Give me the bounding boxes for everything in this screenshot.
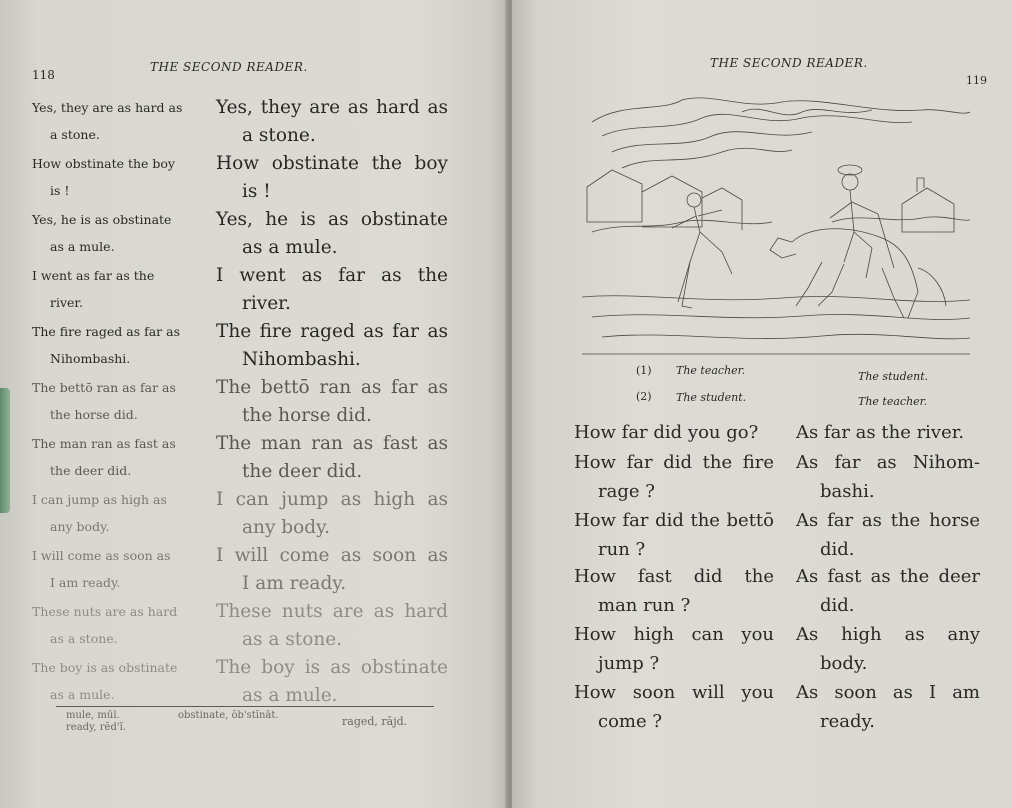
sentence-line: The fire raged as far as [216,321,448,342]
sentence-line: I am ready. [50,575,121,590]
question-line: jump ? [598,653,660,674]
small-print-sentence [32,318,202,372]
sentence-line: any body. [50,519,110,534]
footnote-obstinate: obstinate, ŏb'stĭnāt. [178,710,279,721]
small-print-sentence [32,486,202,540]
sentence-line: the deer did. [50,463,132,478]
caption-number: (2) [636,390,652,403]
caption-right: The student. [858,370,929,383]
large-print-sentence [216,94,448,150]
sentence-line: as a mule. [50,239,115,254]
large-print-sentence [216,318,448,374]
sentence-line: a stone. [50,127,100,142]
answer-line: As soon as I am [796,682,980,703]
question [574,562,774,620]
question [574,678,774,736]
answer [796,448,980,506]
small-print-sentence [32,598,202,652]
sentence-line: Nihombashi. [242,349,361,370]
answer-line: ready. [820,711,876,732]
large-print-sentence [216,206,448,262]
sentence-line: The man ran as fast as [216,433,448,454]
sentence-line: Yes, he is as obstinate [32,212,172,227]
sentence-line: as a mule. [50,687,115,702]
question [574,506,774,564]
question-line: How soon will you [574,682,774,703]
sentence-line: as a stone. [242,629,343,650]
question-line: come ? [598,711,663,732]
sentence-line: How obstinate the boy [216,153,448,174]
caption-left: The teacher. [676,364,746,377]
sentence-line: the horse did. [50,407,138,422]
footnote-mule [66,710,126,734]
right-page [512,0,1012,808]
question-line: How high can you [574,624,774,645]
small-print-sentence [32,654,202,708]
sentence-line: The fire raged as far as [32,324,180,339]
sentence-line: The man ran as fast as [32,436,176,451]
small-print-sentence [32,262,202,316]
answer [796,678,980,736]
question-line: How far did the fire [574,452,774,473]
sentence-line: I am ready. [242,573,347,594]
large-print-sentence [216,486,448,542]
sentence-line: I will come as soon as [216,545,448,566]
sentence-line: the horse did. [242,405,372,426]
answer-line: did. [820,595,855,616]
large-print-sentence [216,542,448,598]
small-print-sentence [32,542,202,596]
sentence-line: Yes, he is as obstinate [216,209,448,230]
question-line: How fast did the [574,566,774,587]
large-print-sentence [216,598,448,654]
answer-line: As far as the river. [796,422,965,443]
small-print-sentence [32,206,202,260]
sentence-line: I can jump as high as [32,492,167,507]
question-line: How far did the bettō [574,510,774,531]
sentence-line: as a stone. [50,631,118,646]
sentence-line: How obstinate the boy [32,156,175,171]
small-print-sentence [32,374,202,428]
large-print-sentence [216,262,448,318]
sentence-line: I went as far as the [216,265,448,286]
answer-line: As far as Nihom- [796,452,980,473]
caption-number: (1) [636,364,652,377]
page-number-left: 118 [32,68,55,82]
sentence-line: is ! [242,181,271,202]
sentence-line: The boy is as obstinate [216,657,448,678]
footnote-rule [56,706,434,707]
question [574,418,774,447]
question-line: rage ? [598,481,655,502]
sentence-line: I can jump as high as [216,489,448,510]
small-print-sentence [32,150,202,204]
large-print-sentence [216,374,448,430]
running-head-right: THE SECOND READER. [710,56,868,70]
small-print-sentence [32,94,202,148]
sentence-line: Nihombashi. [50,351,131,366]
question-line: run ? [598,539,646,560]
answer-line: As high as any [796,624,980,645]
answer [796,506,980,564]
sentence-line: The boy is as obstinate [32,660,178,675]
footnote-text: ready, rĕd'ĭ. [66,722,126,733]
question [574,448,774,506]
question [574,620,774,678]
footnote-raged: raged, rājd. [342,715,408,728]
sentence-line: is ! [50,183,70,198]
sentence-line: any body. [242,517,330,538]
sentence-line: I went as far as the [32,268,155,283]
answer [796,562,980,620]
sentence-line: The bettō ran as far as [32,380,176,395]
sentence-line: the deer did. [242,461,363,482]
question-line: man run ? [598,595,691,616]
answer-line: As fast as the deer [796,566,980,587]
small-print-sentence [32,430,202,484]
bookmark-tab [0,388,10,513]
large-print-sentence [216,654,448,710]
sentence-line: These nuts are as hard [32,604,178,619]
sentence-line: as a mule. [242,237,338,258]
answer [796,418,980,447]
sentence-line: river. [242,293,291,314]
sentence-line: Yes, they are as hard as [32,100,183,115]
woodcut-illustration [582,92,970,362]
answer-line: did. [820,539,855,560]
large-print-sentence [216,430,448,486]
answer-line: body. [820,653,868,674]
sentence-line: Yes, they are as hard as [216,97,448,118]
sentence-line: a stone. [242,125,316,146]
sentence-line: river. [50,295,84,310]
footnote-text: mule, mūl. [66,710,120,721]
sentence-line: as a mule. [242,685,338,706]
answer [796,620,980,678]
page-number-right: 119 [966,74,987,87]
sentence-line: These nuts are as hard [216,601,448,622]
answer-line: As far as the horse [796,510,980,531]
caption-left: The student. [676,391,747,404]
sentence-line: I will come as soon as [32,548,171,563]
running-head-left: THE SECOND READER. [150,60,308,74]
caption-right: The teacher. [858,395,928,408]
sentence-line: The bettō ran as far as [216,377,448,398]
answer-line: bashi. [820,481,875,502]
question-line: How far did you go? [574,422,759,443]
large-print-sentence [216,150,448,206]
